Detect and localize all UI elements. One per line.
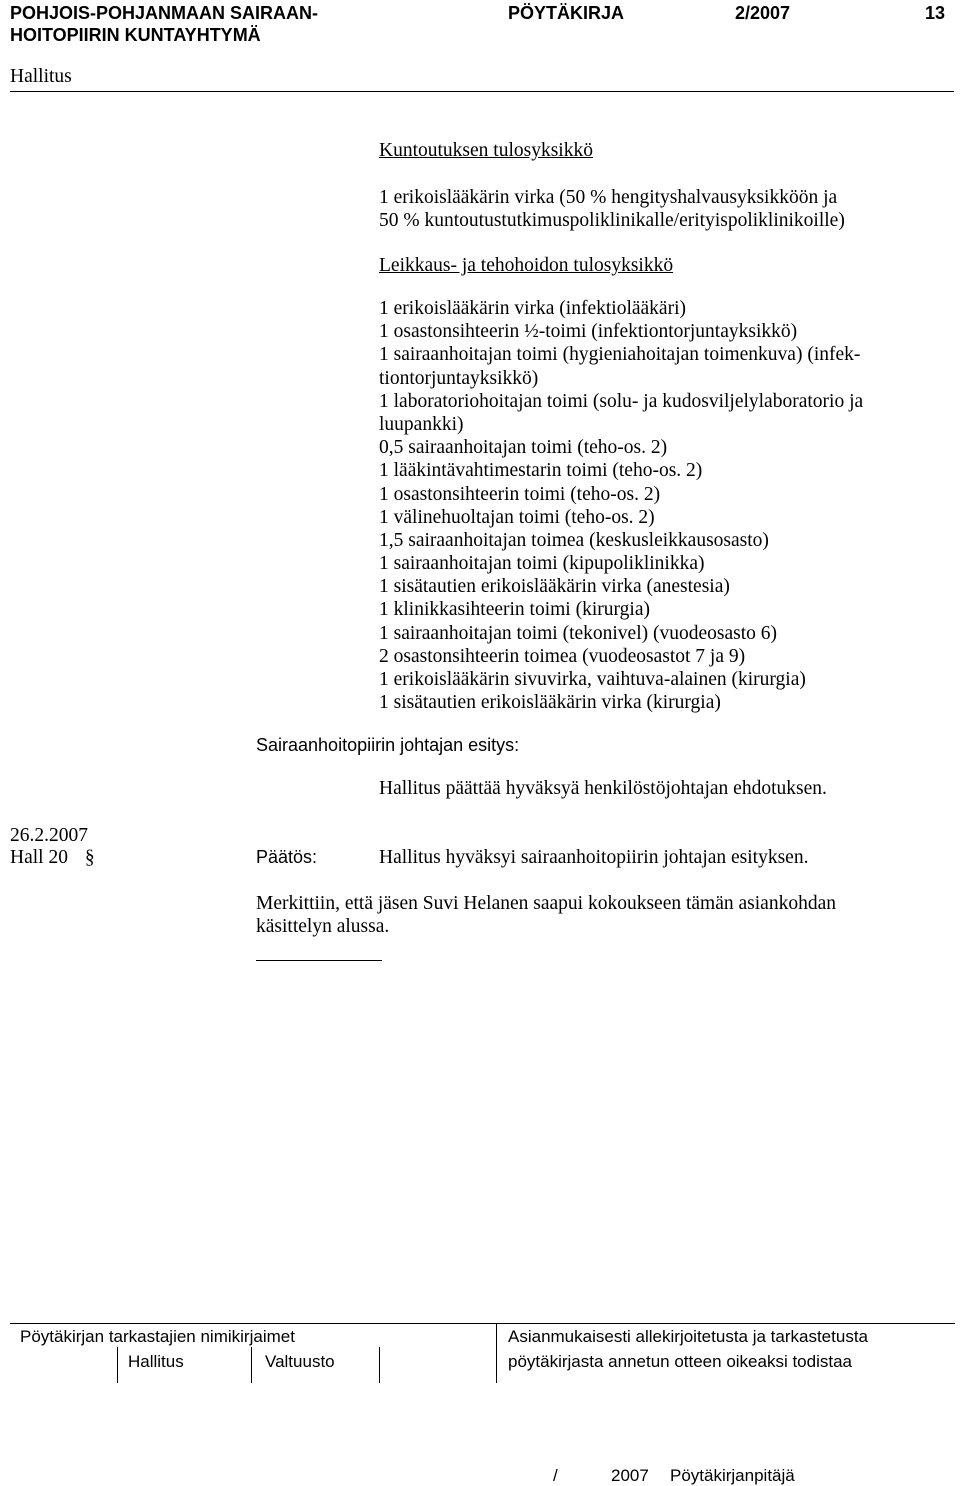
meeting-date: 26.2.2007 [10, 825, 88, 846]
footer-certified-line2: pöytäkirjasta annetun otteen oikeaksi todistaa [508, 1352, 853, 1371]
list-item: 1 sairaanhoitajan toimi (hygieniahoitajan toimenkuva) (infek- [379, 344, 861, 366]
body-name: Hallitus [10, 66, 72, 87]
decision-note-line2: käsittelyn alussa. [256, 916, 390, 937]
proposal-text: Hallitus päättää hyväksyä henkilöstöjohtajan ehdotuksen. [379, 778, 827, 799]
document-type: PÖYTÄKIRJA [508, 3, 625, 23]
list-item: tiontorjuntayksikkö) [379, 367, 539, 389]
decision-text: Hallitus hyväksyi sairaanhoitopiirin johtajan esityksen. [379, 847, 809, 868]
footer-column-hallitus: Hallitus [128, 1352, 184, 1371]
section-heading-surgery-intensive-care: Leikkaus- ja tehohoidon tulosyksikkö [379, 255, 674, 276]
decision-note-line1: Merkittiin, että jäsen Suvi Helanen saapui kokoukseen tämän asiankohdan [256, 893, 836, 914]
list-item: 1,5 sairaanhoitajan toimea (keskusleikkausosasto) [379, 529, 769, 551]
footer-minutes-keeper: Pöytäkirjanpitäjä [670, 1466, 795, 1485]
footer-certified-line1: Asianmukaisesti allekirjoitetusta ja tarkastetusta [508, 1327, 868, 1346]
footer-cell-divider [379, 1347, 380, 1383]
list-item: 50 % kuntoutustutkimuspoliklinikalle/erityispoliklinikoille) [379, 210, 845, 232]
list-item: 1 välinehuoltajan toimi (teho-os. 2) [379, 506, 655, 528]
footer-year: 2007 [611, 1466, 649, 1485]
organization-name-line1: POHJOIS-POHJANMAAN SAIRAAN- [10, 3, 319, 23]
section-list-surgery-intensive-care [379, 297, 863, 714]
list-item: 1 lääkintävahtimestarin toimi (teho-os. 2) [379, 460, 703, 482]
list-item: 1 osastonsihteerin ½-toimi (infektiontorjuntayksikkö) [379, 321, 798, 343]
list-item: 1 laboratoriohoitajan toimi (solu- ja kudosviljelylaboratorio ja [379, 390, 864, 412]
organization-name-line2: HOITOPIIRIN KUNTAYHTYMÄ [10, 25, 261, 45]
list-item: luupankki) [379, 413, 464, 435]
header-rule [10, 91, 954, 92]
section-heading-rehabilitation: Kuntoutuksen tulosyksikkö [379, 140, 593, 161]
section-list-rehabilitation [379, 186, 845, 232]
footer-initials-title: Pöytäkirjan tarkastajien nimikirjaimet [20, 1327, 295, 1346]
footer-cell-divider [251, 1347, 252, 1383]
list-item: 1 sisätautien erikoislääkärin virka (kirurgia) [379, 692, 721, 714]
footer-rule [10, 1323, 955, 1324]
list-item: 1 sisätautien erikoislääkärin virka (anestesia) [379, 576, 730, 598]
matter-reference [10, 847, 95, 869]
footer-divider [496, 1323, 497, 1383]
document-number: 2/2007 [735, 3, 791, 23]
footer-date-slash: / [553, 1466, 558, 1485]
list-item: 1 osastonsihteerin toimi (teho-os. 2) [379, 483, 661, 505]
footer-column-valtuusto: Valtuusto [265, 1352, 335, 1371]
list-item: 1 sairaanhoitajan toimi (kipupoliklinikka) [379, 553, 705, 575]
page-number: 13 [925, 3, 946, 23]
footer-cell-divider [117, 1347, 118, 1383]
end-rule [256, 960, 382, 961]
decision-label: Päätös: [256, 847, 318, 867]
list-item: 1 erikoislääkärin virka (infektiolääkäri) [379, 298, 686, 319]
list-item: 1 sairaanhoitajan toimi (tekonivel) (vuodeosasto 6) [379, 622, 778, 644]
section-sign: § [84, 847, 95, 868]
list-item: 1 klinikkasihteerin toimi (kirurgia) [379, 599, 650, 621]
list-item: 2 osastonsihteerin toimea (vuodeosastot 7 ja 9) [379, 645, 746, 667]
list-item: 1 erikoislääkärin virka (50 % hengityshalvausyksikköön ja [379, 187, 838, 208]
matter-number: Hall 20 [10, 847, 68, 868]
list-item: 0,5 sairaanhoitajan toimi (teho-os. 2) [379, 437, 668, 459]
list-item: 1 erikoislääkärin sivuvirka, vaihtuva-alainen (kirurgia) [379, 669, 806, 690]
proposal-label: Sairaanhoitopiirin johtajan esitys: [256, 735, 520, 755]
